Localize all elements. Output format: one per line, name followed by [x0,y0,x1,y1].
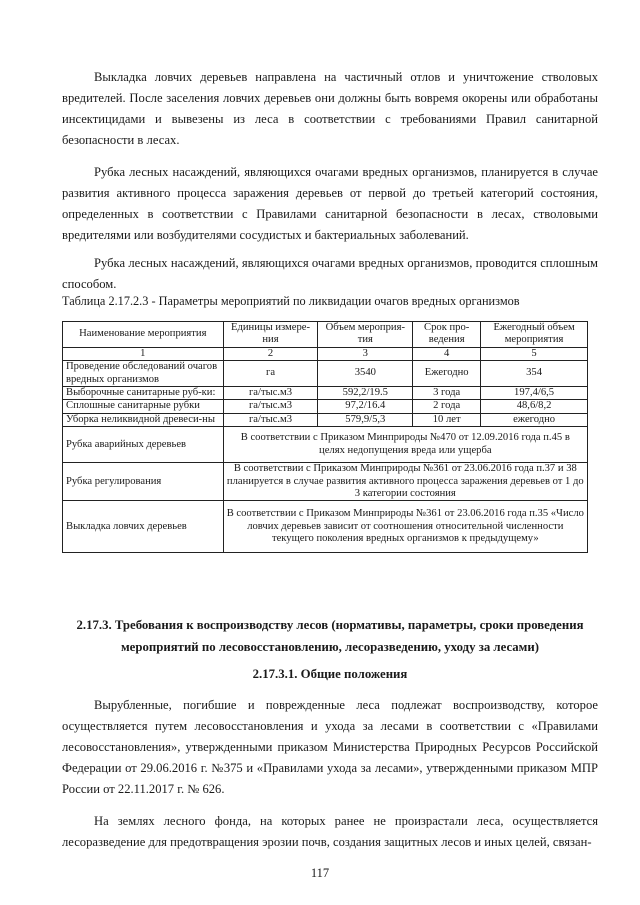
paragraph-clear-cutting: Рубка лесных насаждений, являющихся очагами вредных организмов, проводится сплошным способом. [62,256,598,291]
page-number: 117 [310,866,330,880]
subsection-heading: 2.17.3.1. Общие положения [252,667,408,681]
paragraph-reforestation: Вырубленные, погибшие и поврежденные леса подлежат воспроизводству, которое осуществляется путем лесовосстановления и ухода за лесами в соответствии с «Правилами лесовосстановления», утвержденными приказом Министерства Природных Ресурсов Российской Федерации от 29.06.2016 г. №375 и «Правилами ухода за лесами», утвержденными приказом МПР России от 22.11.2017 г. № 626. [62,698,598,796]
cell-annual: 48,6/8,2 [481,400,588,413]
table-row [63,463,588,501]
table-row [63,400,588,413]
cell-volume: 3540 [318,361,413,387]
header-annual: Ежегодный объем мероприятия [481,322,588,348]
paragraph-felling-planned: Рубка лесных насаждений, являющихся очагами вредных организмов, планируется в случае развития активного процесса заражения деревьев от первой до третьей категорий состояния, определенных в соответствии с Правилами санитарной безопасности в лесах, стволовыми вредителями или возбудителями сосудистых и бактериальных заболеваний. [62,165,598,242]
cell-merged-text: В соответствии с Приказом Минприроды №361 от 23.06.2016 года п.35 «Число ловчих деревьев зависит от соотношения относительной численности текущего поколения вредных организмов к предыдущему» [223,501,587,553]
table-number-row [63,347,588,360]
cell-volume: 97,2/16.4 [318,400,413,413]
cell-term: 2 года [413,400,481,413]
col-number: 5 [481,347,588,360]
table-caption: Таблица 2.17.2.3 - Параметры мероприятий по ликвидации очагов вредных организмов [62,294,520,308]
cell-volume: 592,2/19.5 [318,387,413,400]
header-term: Срок про-ведения [413,322,481,348]
cell-unit: га/тыс.м3 [223,400,318,413]
cell-volume: 579,9/5,3 [318,413,413,426]
cell-name: Уборка неликвидной древеси-ны [63,413,224,426]
paragraph-trap-trees: Выкладка ловчих деревьев направлена на частичный отлов и уничтожение стволовых вредителей. После заселения ловчих деревьев они должны быть вовремя окорены или обработаны инсектицидами и вывезены из леса в соответствии с требованиями Правил санитарной безопасности в лесах. [62,70,598,147]
measures-table [62,321,588,553]
cell-name: Рубка регулирования [63,463,224,501]
table-row [63,387,588,400]
cell-name: Рубка аварийных деревьев [63,427,224,463]
cell-annual: 197,4/6,5 [481,387,588,400]
table-row [63,427,588,463]
table-row [63,413,588,426]
col-number: 3 [318,347,413,360]
section-heading-line1: 2.17.3. Требования к воспроизводству лесов (нормативы, параметры, сроки проведения [76,618,584,632]
cell-name: Выкладка ловчих деревьев [63,501,224,553]
cell-unit: га/тыс.м3 [223,413,318,426]
section-heading-line2: мероприятий по лесовосстановлению, лесоразведению, уходу за лесами) [120,640,540,654]
col-number: 1 [63,347,224,360]
cell-annual: ежегодно [481,413,588,426]
cell-unit: га/тыс.м3 [223,387,318,400]
header-unit: Единицы измере-ния [223,322,318,348]
paragraph-afforestation: На землях лесного фонда, на которых ранее не произрастали леса, осуществляется лесоразведение для предотвращения эрозии почв, создания защитных лесов и иных целей, связан- [62,814,598,849]
cell-term: 10 лет [413,413,481,426]
cell-name: Проведение обследований очагов вредных организмов [63,361,224,387]
cell-merged-text: В соответствии с Приказом Минприроды №361 от 23.06.2016 года п.37 и 38 планируется в случае развития активного процесса заражения деревьев от 1 до 3 категории состояния [223,463,587,501]
header-name: Наименование мероприятия [63,322,224,348]
cell-name: Выборочные санитарные руб-ки: [63,387,224,400]
table-row [63,501,588,553]
cell-annual: 354 [481,361,588,387]
cell-merged-text: В соответствии с Приказом Минприроды №470 от 12.09.2016 года п.45 в целях недопущения вреда или ущерба [223,427,587,463]
cell-unit: га [223,361,318,387]
table-row [63,361,588,387]
cell-term: Ежегодно [413,361,481,387]
table-header-row [63,322,588,348]
header-volume: Объем мероприя-тия [318,322,413,348]
cell-term: 3 года [413,387,481,400]
cell-name: Сплошные санитарные рубки [63,400,224,413]
col-number: 2 [223,347,318,360]
col-number: 4 [413,347,481,360]
